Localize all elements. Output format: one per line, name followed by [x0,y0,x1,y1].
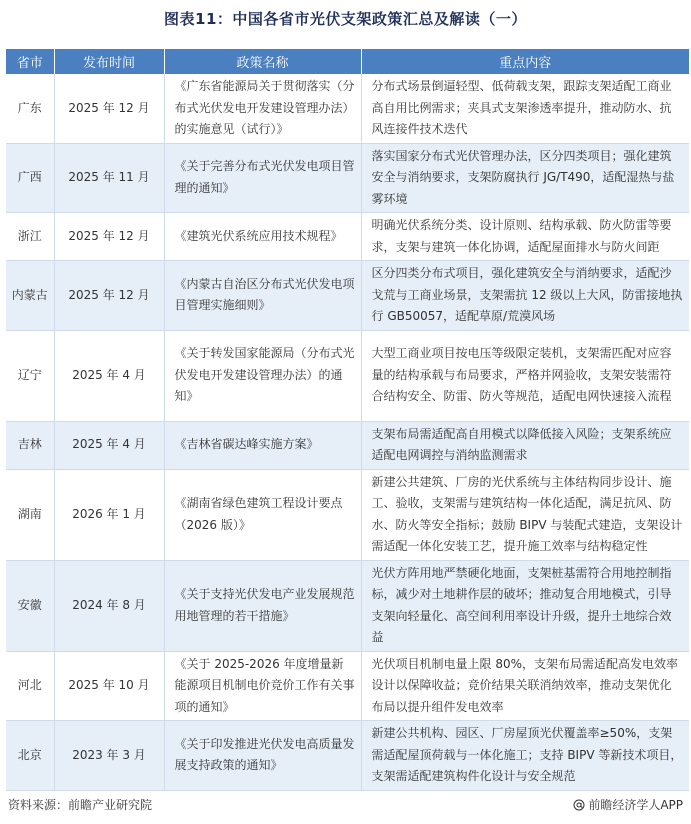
cell-policy-name: 《湖南省绿色建筑工程设计要点（2026 版）》 [164,469,361,560]
cell-key-points: 区分四类分布式项目，强化建筑安全与消纳要求，适配沙戈荒与工商业场景，支架需抗 12 级以上大风，防雷接地执行 GB50057，适配草原/荒漠风场 [361,261,689,331]
cell-date: 2026 年 1 月 [54,469,164,560]
table-row [6,74,689,143]
cell-policy-name: 《关于支持光伏发电产业发展规范用地管理的若干措施》 [164,560,361,651]
cell-date: 2023 年 3 月 [54,721,164,791]
cell-province: 湖南 [6,469,54,560]
table-row [6,261,689,331]
cell-policy-name: 《关于完善分布式光伏发电项目管理的通知》 [164,143,361,213]
at-sign-icon [573,799,585,811]
cell-key-points: 支架布局需适配高自用模式以降低接入风险；支架系统应适配电网调控与消纳监测需求 [361,421,689,469]
cell-key-points: 光伏项目机制电量上限 80%，支架布局需适配高发电效率设计以保障收益；竞价结果关联消纳效率，推动支架优化布局以提升组件发电效率 [361,651,689,721]
cell-date: 2025 年 10 月 [54,651,164,721]
cell-date: 2025 年 12 月 [54,213,164,261]
cell-province: 河北 [6,651,54,721]
cell-key-points: 新建公共机构、园区、厂房屋顶光伏覆盖率≥50%，支架需适配屋顶荷载与一体化施工；支持 BIPV 等新技术项目，支架需适配建筑构件化设计与安全规范 [361,721,689,791]
cell-key-points: 明确光伏系统分类、设计原则、结构承载、防火防雷等要求，支架与建筑一体化协调，适配屋面排水与防火间距 [361,213,689,261]
header-key-points: 重点内容 [361,49,689,74]
table-row [6,469,689,560]
cell-policy-name: 《关于转发国家能源局（分布式光伏发电开发建设管理办法）的通知》 [164,330,361,421]
cell-policy-name: 《内蒙古自治区分布式光伏发电项目管理实施细则》 [164,261,361,331]
table-row [6,651,689,721]
cell-key-points: 光伏方阵用地严禁硬化地面，支架桩基需符合用地控制指标，减少对土地耕作层的破坏；推动复合用地模式，引导支架向轻量化、高空间利用率设计升级，提升土地综合效益 [361,560,689,651]
cell-policy-name: 《吉林省碳达峰实施方案》 [164,421,361,469]
cell-date: 2025 年 4 月 [54,330,164,421]
cell-key-points: 大型工商业项目按电压等级限定装机，支架需匹配对应容量的结构承载与布局要求，严格并网验收，支架安装需符合结构安全、防雷、防火等规范，适配电网快速接入流程 [361,330,689,421]
cell-province: 吉林 [6,421,54,469]
cell-policy-name: 《关于 2025-2026 年度增量新能源项目机制电价竞价工作有关事项的通知》 [164,651,361,721]
cell-date: 2024 年 8 月 [54,560,164,651]
table-row [6,721,689,791]
brand-credit [573,796,683,813]
table-row [6,143,689,213]
source-note: 资料来源：前瞻产业研究院 [8,798,153,812]
cell-province: 辽宁 [6,330,54,421]
cell-province: 广东 [6,74,54,143]
cell-date: 2025 年 12 月 [54,74,164,143]
header-province: 省市 [6,49,54,74]
cell-date: 2025 年 12 月 [54,261,164,331]
cell-key-points: 新建公共建筑、厂房的光伏系统与主体结构同步设计、施工、验收，支架需与建筑结构一体化适配，满足抗风、防水、防火等安全指标；鼓励 BIPV 与装配式建造，支架设计需适配一体化安装工艺，提升施工效率与结构稳定性 [361,469,689,560]
cell-key-points: 落实国家分布式光伏管理办法，区分四类项目；强化建筑安全与消纳要求，支架防腐执行 JG/T490，适配湿热与盐雾环境 [361,143,689,213]
table-row [6,330,689,421]
brand-label: 前瞻经济学人APP [588,798,683,812]
cell-province: 内蒙古 [6,261,54,331]
table-row [6,213,689,261]
cell-policy-name: 《关于印发推进光伏发电高质量发展支持政策的通知》 [164,721,361,791]
header-policy-name: 政策名称 [164,49,361,74]
table-row [6,560,689,651]
header-date: 发布时间 [54,49,164,74]
policy-table [6,49,689,791]
cell-province: 广西 [6,143,54,213]
cell-date: 2025 年 4 月 [54,421,164,469]
cell-province: 安徽 [6,560,54,651]
cell-key-points: 分布式场景倒逼轻型、低荷载支架，跟踪支架适配工商业高自用比例需求；夹具式支架渗透率提升，推动防水、抗风连接件技术迭代 [361,74,689,143]
cell-policy-name: 《建筑光伏系统应用技术规程》 [164,213,361,261]
table-row [6,421,689,469]
cell-province: 北京 [6,721,54,791]
cell-date: 2025 年 11 月 [54,143,164,213]
page-title: 图表11：中国各省市光伏支架政策汇总及解读（一） [164,10,527,28]
cell-province: 浙江 [6,213,54,261]
table-header-row [6,49,689,74]
cell-policy-name: 《广东省能源局关于贯彻落实（分布式光伏发电开发建设管理办法）的实施意见（试行）》 [164,74,361,143]
